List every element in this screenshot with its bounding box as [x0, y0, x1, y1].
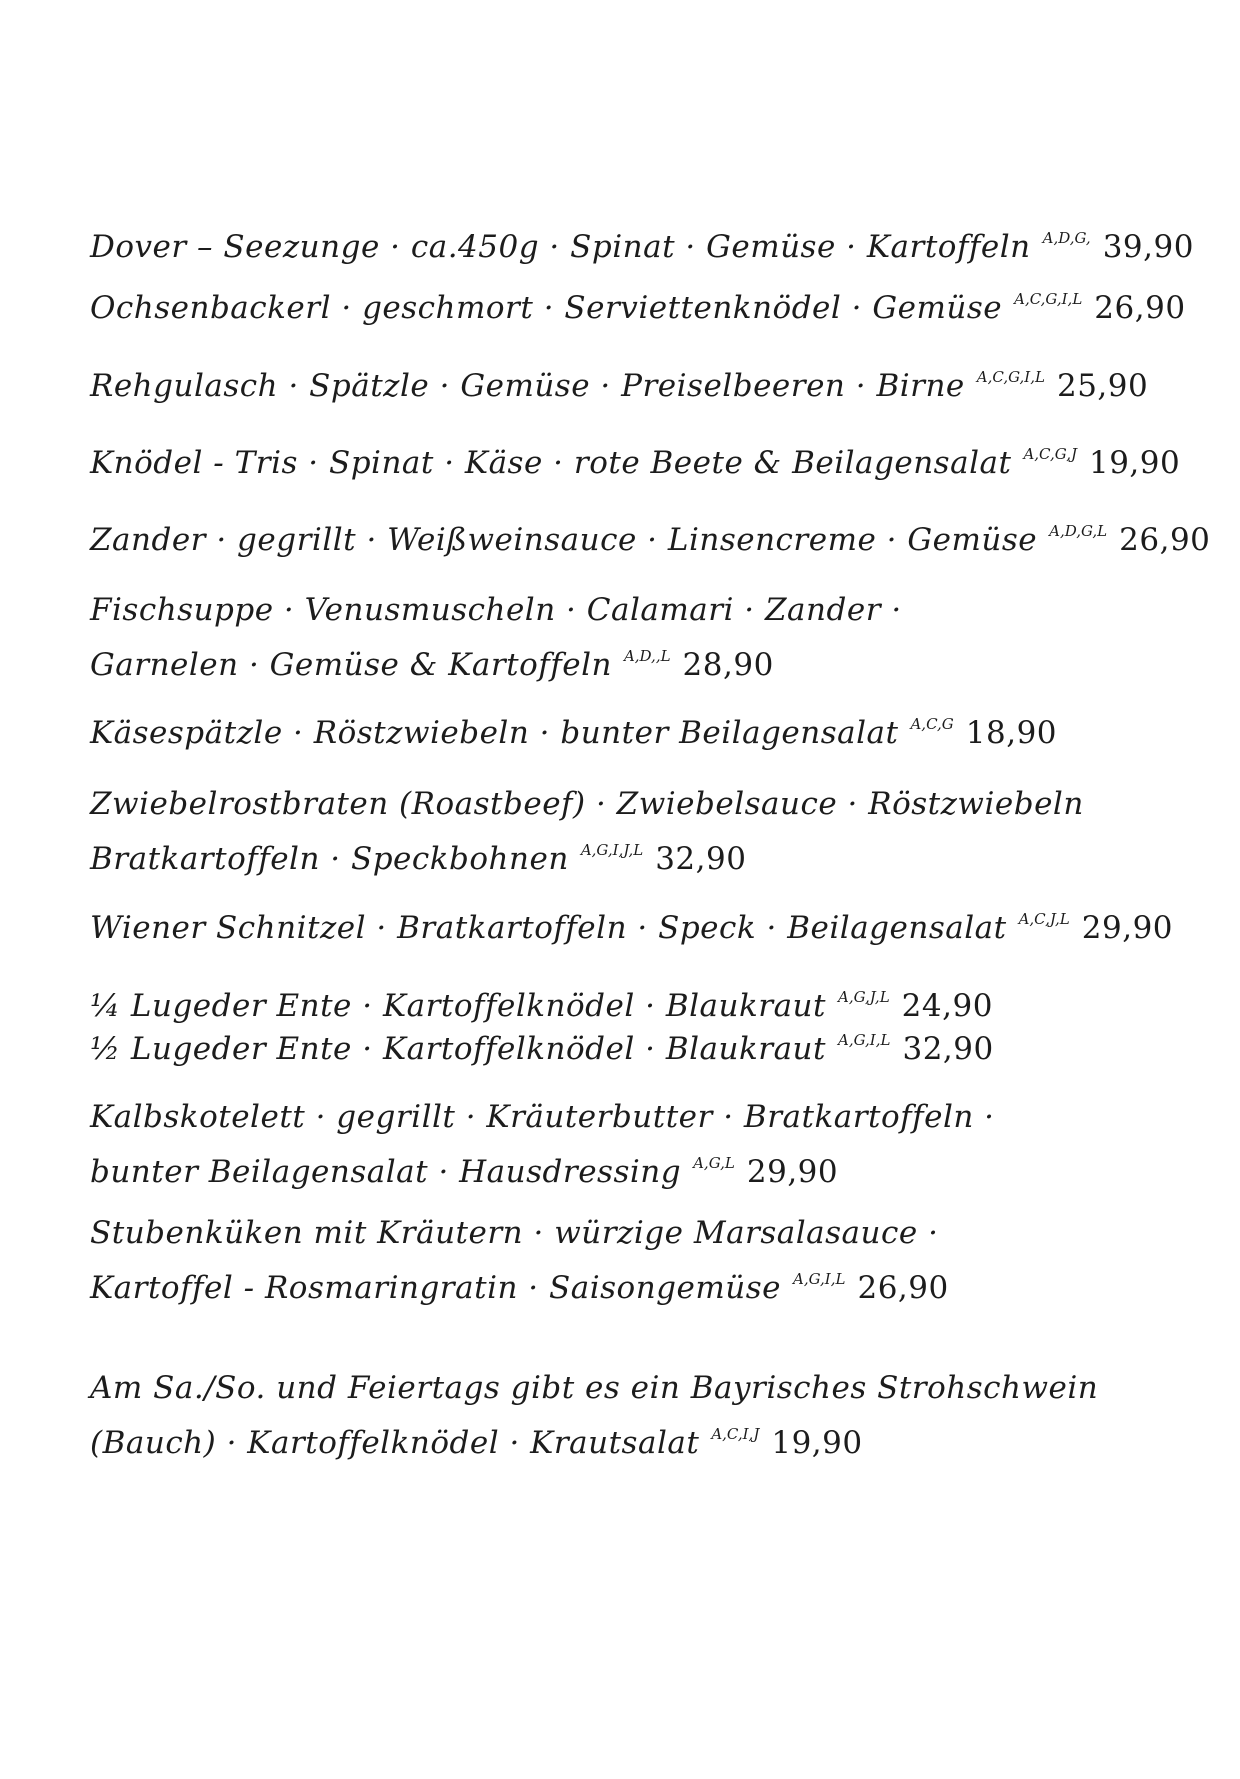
item-price: 29,90 — [1081, 910, 1174, 946]
item-text: ½ Lugeder Ente · Kartoffelknödel · Blaukraut — [90, 1031, 826, 1067]
allergen-codes: A,G,I,L — [837, 1031, 891, 1049]
allergen-codes: A,G,L — [693, 1154, 735, 1172]
item-price: 26,90 — [1094, 290, 1186, 326]
item-text-line-2: (Bauch) · Kartoffelknödel · Krautsalat — [90, 1425, 700, 1461]
menu-item-fischsuppe — [90, 587, 902, 683]
menu-item-zander — [90, 508, 1211, 558]
allergen-codes: A,C,I,J — [711, 1425, 760, 1443]
item-price: 18,90 — [965, 715, 1058, 751]
item-text: Käsespätzle · Röstzwiebeln · bunter Beilagensalat — [90, 715, 899, 751]
item-price: 39,90 — [1102, 229, 1194, 265]
menu-item-stubenkueken — [90, 1210, 949, 1306]
allergen-codes: A,D,G,L — [1049, 522, 1108, 540]
item-text: Rehgulasch · Spätzle · Gemüse · Preiselbeeren · Birne — [90, 368, 965, 404]
item-price: 29,90 — [746, 1154, 839, 1190]
item-price: 26,90 — [1119, 522, 1211, 558]
menu-item-knoedel-tris — [90, 431, 1181, 481]
item-price: 32,90 — [902, 1031, 994, 1067]
menu-item-viertel-ente — [90, 974, 993, 1024]
item-text: Zwiebelrostbraten (Roastbeef) · Zwiebelsauce · Röstzwiebeln — [90, 786, 1084, 822]
allergen-codes: A,D,G, — [1042, 229, 1091, 247]
menu-item-ochsenbackerl — [90, 276, 1186, 326]
allergen-codes: A,C,G,J — [1023, 445, 1077, 463]
allergen-codes: A,C,G,I,L — [1014, 290, 1083, 308]
allergen-codes: A,C,G,I,L — [976, 368, 1045, 386]
item-price: 32,90 — [655, 841, 747, 877]
menu-item-rehgulasch — [90, 354, 1149, 404]
allergen-codes: A,C,J,L — [1018, 910, 1070, 928]
menu-item-wiener-schnitzel — [90, 896, 1174, 946]
item-text: Dover – Seezunge · ca.450g · Spinat · Gemüse · Kartoffeln — [90, 229, 1031, 265]
item-text: ¼ Lugeder Ente · Kartoffelknödel · Blaukraut — [90, 988, 826, 1024]
menu-item-kalbskotelett — [90, 1094, 995, 1190]
item-price: 25,90 — [1056, 368, 1149, 404]
allergen-codes: A,C,G — [910, 715, 954, 733]
item-price: 26,90 — [857, 1270, 949, 1306]
item-text: Knödel - Tris · Spinat · Käse · rote Beete & Beilagensalat — [90, 445, 1012, 481]
item-text-line-2: Garnelen · Gemüse & Kartoffeln — [90, 647, 612, 683]
item-text: Kalbskotelett · gegrillt · Kräuterbutter · Bratkartoffeln · — [90, 1099, 995, 1135]
item-text: Stubenküken mit Kräutern · würzige Marsalasauce · — [90, 1215, 939, 1251]
allergen-codes: A,G,I,J,L — [580, 841, 644, 859]
item-text: Am Sa./So. und Feiertags gibt es ein Bayrisches Strohschwein — [90, 1370, 1099, 1406]
menu-item-dover-seezunge — [90, 215, 1194, 265]
item-price: 19,90 — [1088, 445, 1181, 481]
item-text: Fischsuppe · Venusmuscheln · Calamari · Zander · — [90, 592, 902, 628]
menu-item-zwiebelrostbraten — [90, 781, 1084, 877]
item-price: 28,90 — [682, 647, 774, 683]
allergen-codes: A,G,J,L — [837, 988, 890, 1006]
allergen-codes: A,D,,L — [623, 647, 671, 665]
menu-item-kaesespaetzle — [90, 701, 1058, 751]
item-price: 24,90 — [901, 988, 993, 1024]
allergen-codes: A,G,I,L — [792, 1270, 846, 1288]
menu-item-strohschwein — [90, 1365, 1099, 1461]
menu-item-halbe-ente — [90, 1017, 994, 1067]
item-text: Zander · gegrillt · Weißweinsauce · Linsencreme · Gemüse — [90, 522, 1038, 558]
item-text: Ochsenbackerl · geschmort · Serviettenknödel · Gemüse — [90, 290, 1003, 326]
item-text: Wiener Schnitzel · Bratkartoffeln · Speck · Beilagensalat — [90, 910, 1007, 946]
item-text-line-2: bunter Beilagensalat · Hausdressing — [90, 1154, 682, 1190]
item-text-line-2: Kartoffel - Rosmaringratin · Saisongemüse — [90, 1270, 781, 1306]
item-price: 19,90 — [771, 1425, 863, 1461]
item-text-line-2: Bratkartoffeln · Speckbohnen — [90, 841, 569, 877]
